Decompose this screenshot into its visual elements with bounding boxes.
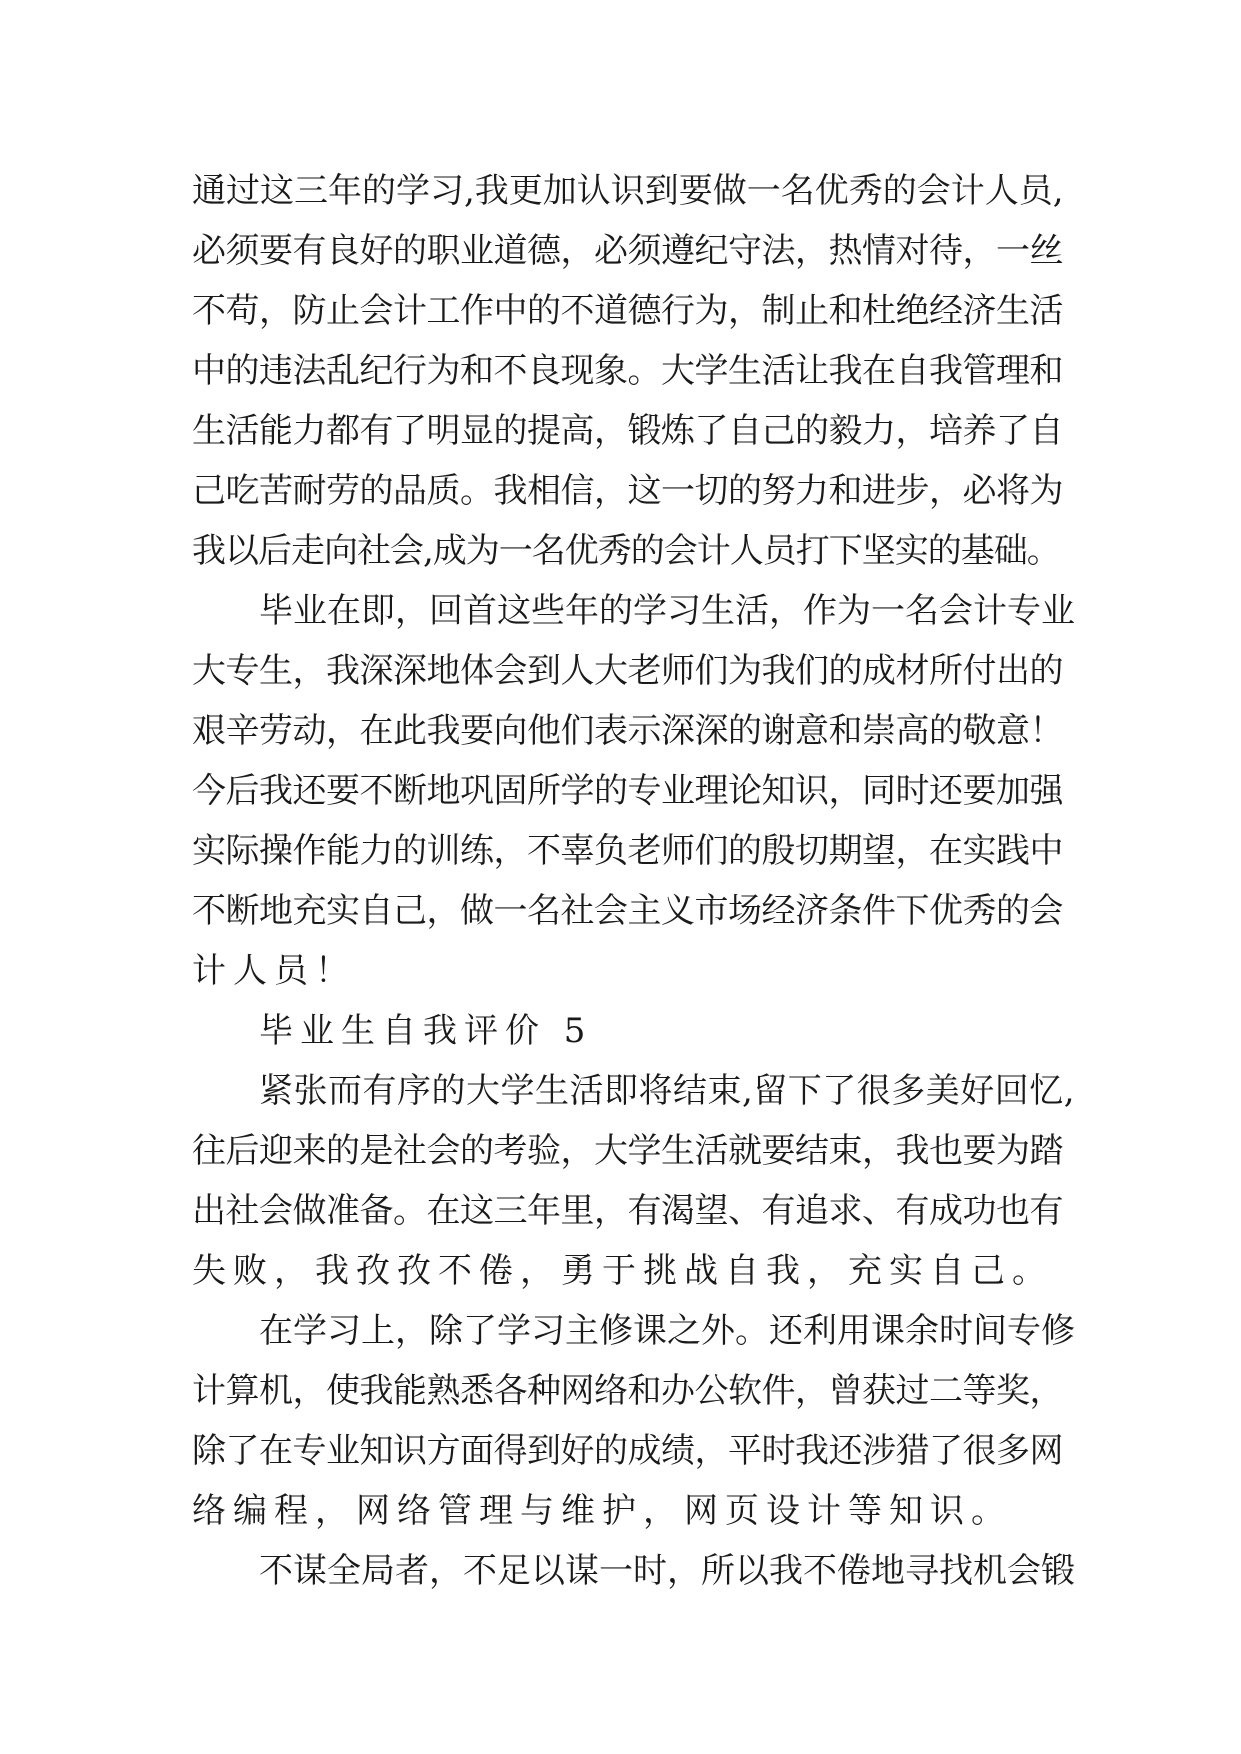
text-line: 生活能力都有了明显的提高，锻炼了自己的毅力，培养了自 [192, 411, 1063, 451]
paragraph-first-line: 不谋全局者，不足以谋一时，所以我不倦地寻找机会锻 [259, 1551, 1075, 1591]
text-line: 大专生，我深深地体会到人大老师们为我们的成材所付出的 [192, 651, 1063, 691]
text-line: 艰辛劳动，在此我要向他们表示深深的谢意和崇高的敬意！ [192, 711, 1063, 751]
text-line: 不断地充实自己，做一名社会主义市场经济条件下优秀的会 [192, 891, 1063, 931]
text-line: 络编程，网络管理与维护，网页设计等知识。 [192, 1491, 1012, 1531]
text-line: 今后我还要不断地巩固所学的专业理论知识，同时还要加强 [192, 771, 1063, 811]
text-line: 实际操作能力的训练，不辜负老师们的殷切期望，在实践中 [192, 831, 1063, 871]
text-line: 我以后走向社会,成为一名优秀的会计人员打下坚实的基础。 [192, 531, 1060, 571]
text-line: 必须要有良好的职业道德，必须遵纪守法，热情对待，一丝 [192, 231, 1063, 271]
paragraph-first-line: 在学习上，除了学习主修课之外。还利用课余时间专修 [259, 1311, 1075, 1351]
text-line: 计算机，使我能熟悉各种网络和办公软件，曾获过二等奖， [192, 1371, 1063, 1411]
text-line: 往后迎来的是社会的考验，大学生活就要结束，我也要为踏 [192, 1131, 1063, 1171]
text-line: 计人员！ [192, 951, 356, 991]
text-line: 通过这三年的学习,我更加认识到要做一名优秀的会计人员, [192, 171, 1064, 211]
text-line: 不苟，防止会计工作中的不道德行为，制止和杜绝经济生活 [192, 291, 1063, 331]
text-line: 出社会做准备。在这三年里，有渴望、有追求、有成功也有 [192, 1191, 1063, 1231]
text-line: 己吃苦耐劳的品质。我相信，这一切的努力和进步，必将为 [192, 471, 1063, 511]
paragraph-first-line: 毕业在即，回首这些年的学习生活，作为一名会计专业 [259, 591, 1075, 631]
text-line: 除了在专业知识方面得到好的成绩，平时我还涉猎了很多网 [192, 1431, 1063, 1471]
text-line: 失败，我孜孜不倦，勇于挑战自我，充实自己。 [192, 1251, 1053, 1291]
text-line: 中的违法乱纪行为和不良现象。大学生活让我在自我管理和 [192, 351, 1063, 391]
section-heading: 毕业生自我评价 5 [259, 1011, 593, 1051]
paragraph-first-line: 紧张而有序的大学生活即将结束,留下了很多美好回忆, [259, 1071, 1076, 1111]
